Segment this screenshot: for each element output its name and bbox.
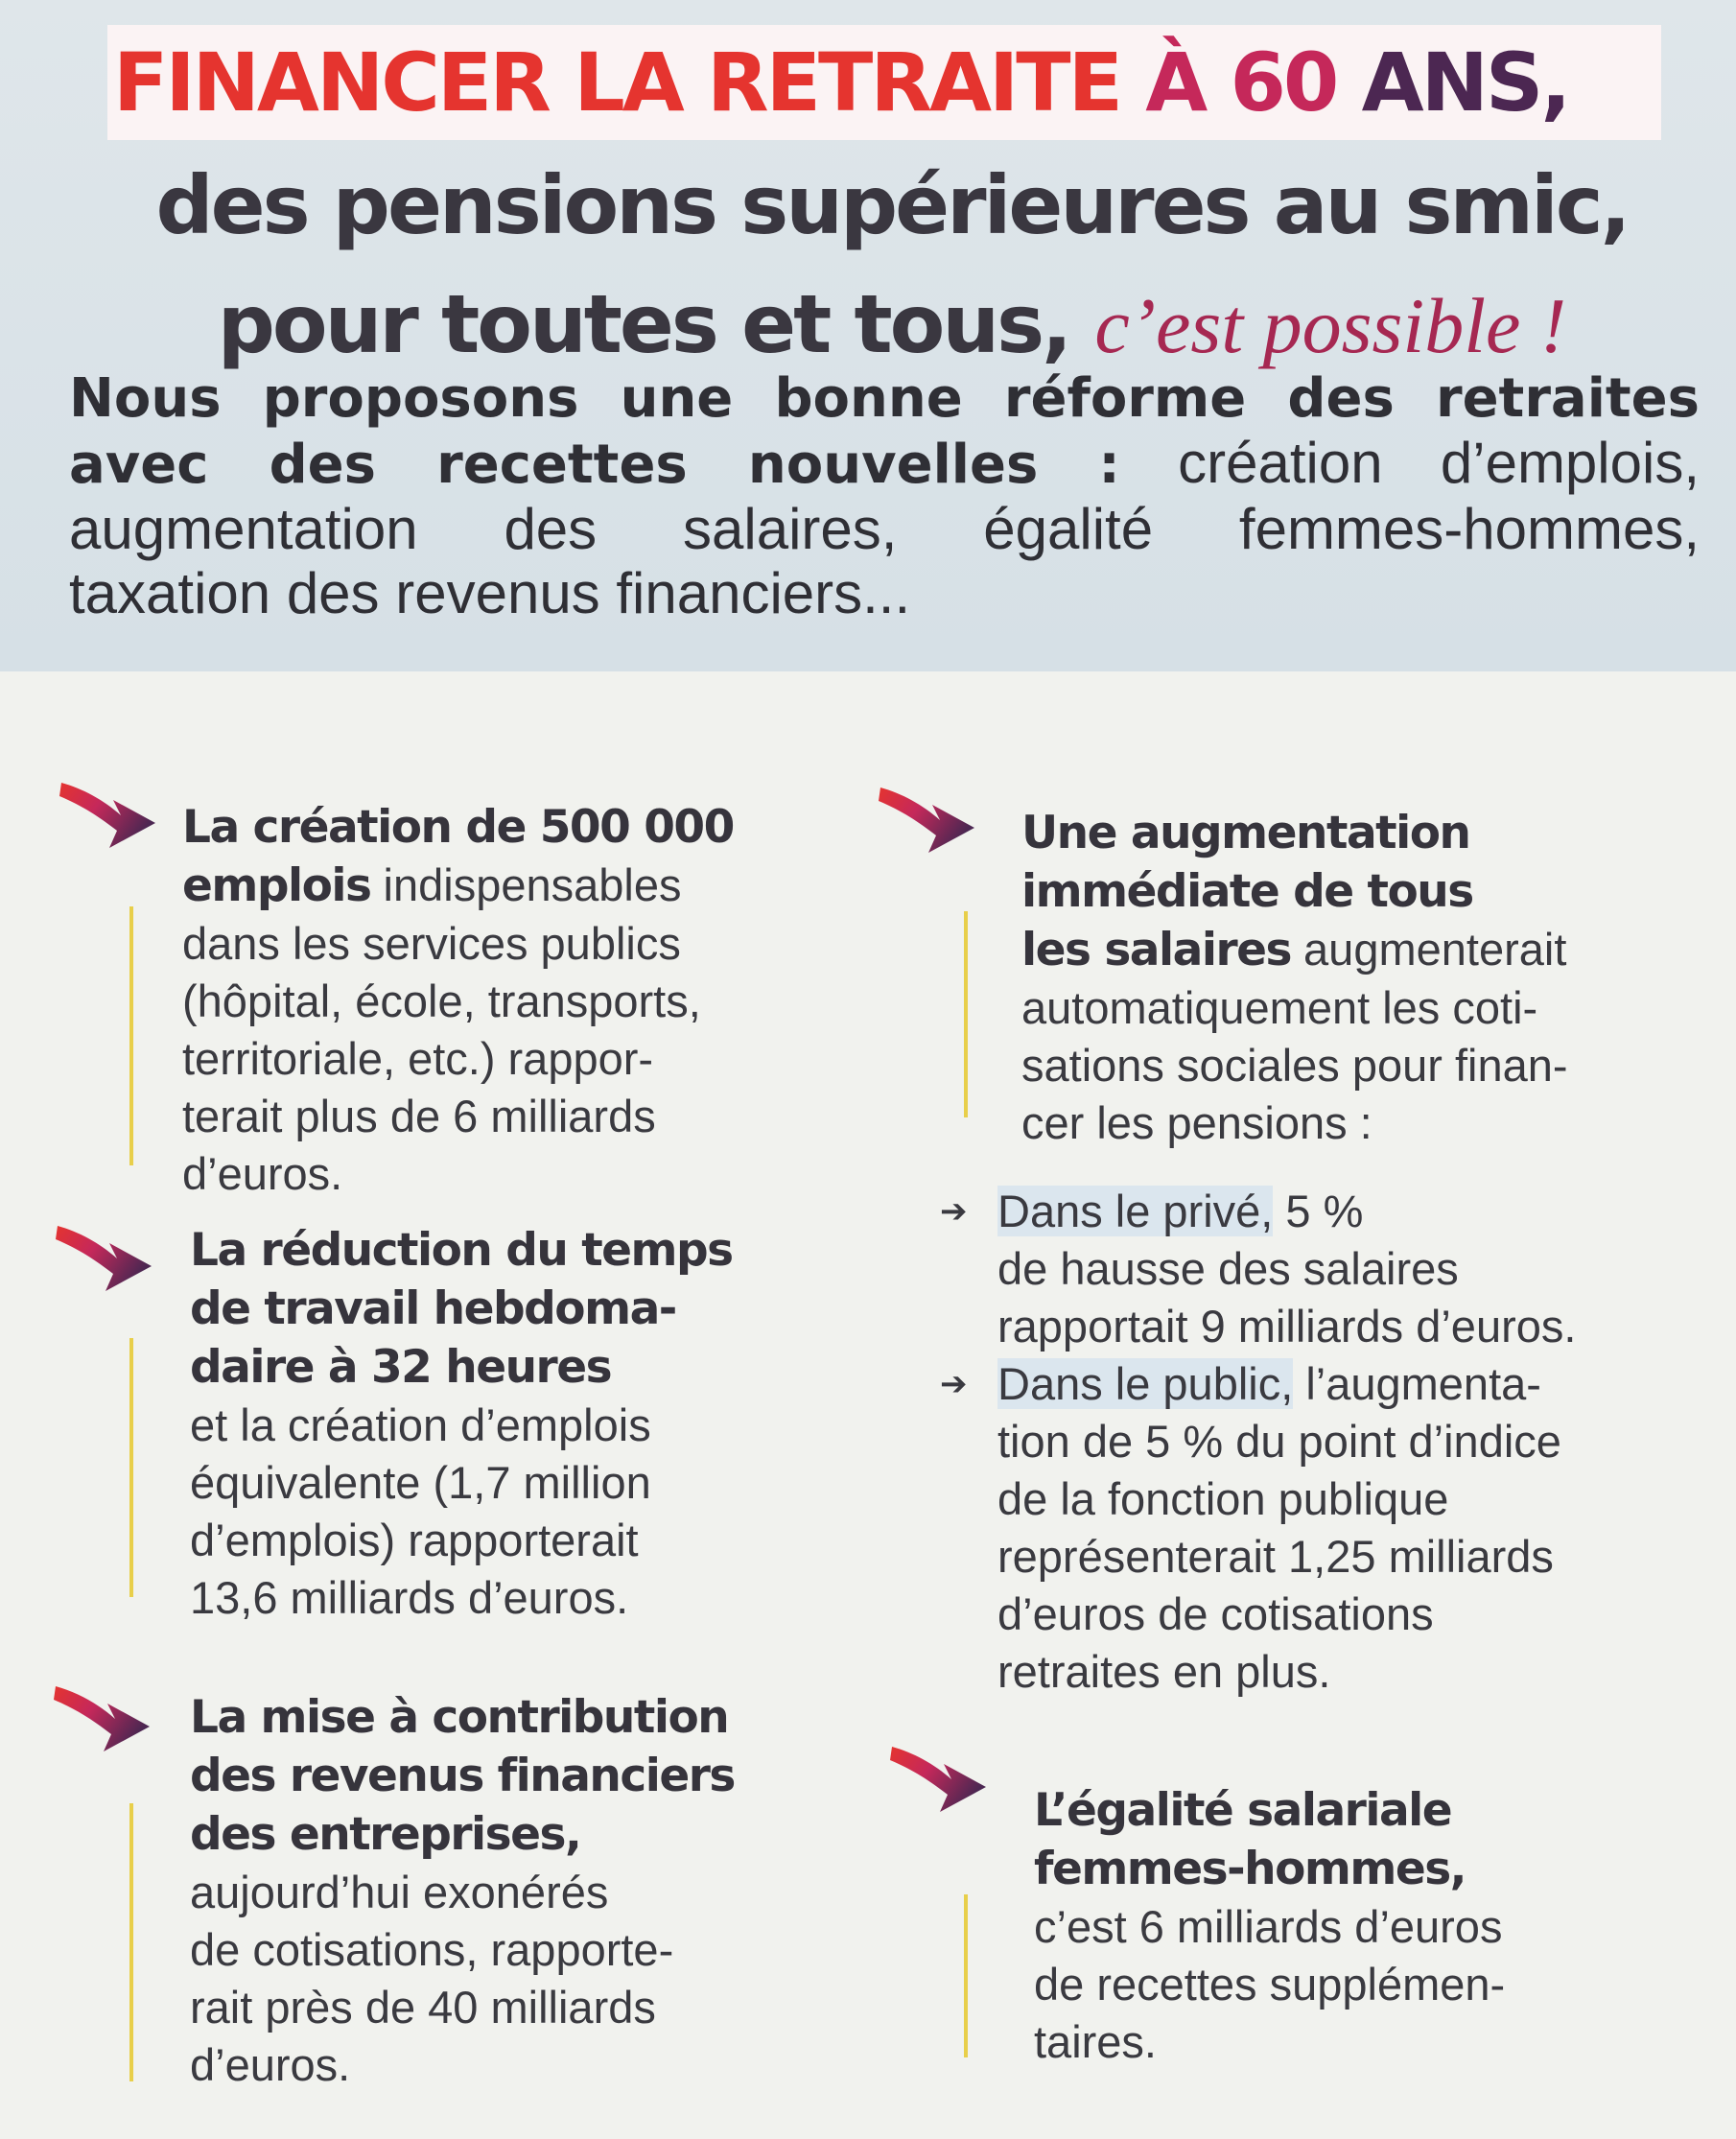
text-line	[1021, 1094, 1568, 1152]
body-text: de la fonction publique	[997, 1473, 1449, 1524]
bullet-public-sector	[997, 1355, 1561, 1701]
text-line	[190, 1864, 735, 1921]
text-line	[1034, 1781, 1505, 1840]
body-text: représenterait 1,25 milliards	[997, 1531, 1554, 1582]
text-line	[997, 1183, 1576, 1240]
text-line	[997, 1643, 1561, 1701]
bold-text: La création de 500 000	[182, 801, 734, 854]
body-text: rapportait 9 milliards d’euros.	[997, 1301, 1577, 1352]
item-wage-increase	[1021, 804, 1568, 1152]
bold-text: des entreprises,	[190, 1808, 581, 1861]
text-line	[997, 1586, 1561, 1643]
text-line	[997, 1528, 1561, 1586]
text-line	[182, 1030, 734, 1088]
intro-line-1-bold: Nous proposons une bonne réforme des retraites	[69, 367, 1700, 430]
body-text: augmenterait	[1290, 924, 1567, 975]
body-text: retraites en plus.	[997, 1646, 1331, 1697]
subtitle	[106, 146, 1678, 386]
text-line	[182, 857, 734, 915]
highlighted-text: Dans le privé,	[997, 1186, 1274, 1236]
body-text: d’euros.	[190, 2039, 351, 2090]
bold-text: La réduction du temps	[190, 1224, 733, 1277]
body-text: de hausse des salaires	[997, 1243, 1459, 1294]
body-text: d’emplois) rapporterait	[190, 1515, 639, 1565]
intro-line-1	[69, 364, 1700, 431]
body-text: tion de 5 % du point d’indice	[997, 1416, 1561, 1467]
subtitle-line-1: des pensions supérieures au smic,	[155, 158, 1629, 252]
text-line	[190, 1747, 735, 1805]
text-line	[182, 798, 734, 857]
body-text: taires.	[1034, 2016, 1157, 2067]
text-line	[182, 1088, 734, 1145]
subtitle-cursive: c’est possible !	[1094, 282, 1567, 369]
curved-arrow-shape	[59, 783, 155, 848]
bold-text: des revenus financiers	[190, 1750, 735, 1802]
title-part-3: ANS,	[1336, 35, 1569, 129]
accent-bar	[129, 1803, 133, 2081]
text-line	[1034, 1840, 1505, 1898]
bold-text: immédiate de tous	[1021, 865, 1473, 918]
text-line	[182, 1145, 734, 1203]
text-line	[1034, 1956, 1505, 2013]
text-line	[997, 1413, 1561, 1470]
text-line	[190, 1805, 735, 1864]
body-text: de recettes supplémen-	[1034, 1959, 1506, 2010]
intro-line-2	[69, 431, 1700, 497]
text-line	[190, 1688, 735, 1747]
body-text: rait près de 40 milliards	[190, 1982, 656, 2033]
accent-bar	[964, 1894, 968, 2057]
body-text: d’euros de cotisations	[997, 1588, 1434, 1639]
bold-text: emplois	[182, 859, 371, 912]
text-line	[1021, 1037, 1568, 1094]
text-line	[190, 1921, 735, 1979]
accent-bar	[129, 1338, 133, 1597]
text-line	[190, 1221, 733, 1280]
body-text: territoriale, etc.) rappor-	[182, 1033, 654, 1084]
text-line	[190, 1979, 735, 2036]
page-title	[107, 25, 1661, 140]
bold-text: femmes-hommes,	[1034, 1843, 1466, 1895]
item-working-time	[190, 1221, 733, 1627]
body-text: de cotisations, rapporte-	[190, 1924, 674, 1975]
text-line	[997, 1470, 1561, 1528]
bold-text: de travail hebdoma-	[190, 1282, 676, 1335]
bold-text: Une augmentation	[1021, 807, 1470, 859]
text-line	[190, 1338, 733, 1397]
body-text: c’est 6 milliards d’euros	[1034, 1901, 1503, 1952]
text-line	[997, 1355, 1561, 1413]
accent-bar	[129, 906, 133, 1165]
bold-text: les salaires	[1021, 924, 1291, 976]
intro-line-2-rest: création d’emplois,	[1119, 431, 1700, 495]
text-line	[190, 1397, 733, 1454]
bold-text: daire à 32 heures	[190, 1341, 612, 1394]
body-text: aujourd’hui exonérés	[190, 1867, 609, 1917]
curved-arrow-icon	[48, 1671, 163, 1759]
intro-paragraph	[69, 364, 1700, 625]
curved-arrow-icon	[873, 772, 988, 860]
text-line	[1021, 862, 1568, 921]
text-line	[190, 1512, 733, 1569]
text-line	[182, 915, 734, 973]
text-line	[190, 2036, 735, 2094]
accent-bar	[964, 911, 968, 1117]
body-text: (hôpital, école, transports,	[182, 975, 701, 1026]
body-text: terait plus de 6 milliards	[182, 1091, 656, 1141]
small-arrow-icon: ➔	[940, 1366, 968, 1402]
body-text: 5 %	[1273, 1186, 1364, 1236]
text-line	[1021, 921, 1568, 979]
intro-line-4: taxation des revenus financiers...	[69, 561, 911, 625]
curved-arrow-shape	[879, 787, 974, 853]
body-text: indispensables	[370, 859, 682, 910]
text-line	[190, 1569, 733, 1627]
bullet-private-sector	[997, 1183, 1576, 1355]
item-financial-income	[190, 1688, 735, 2094]
curved-arrow-icon	[50, 1211, 165, 1299]
small-arrow-icon: ➔	[940, 1193, 968, 1230]
bold-text: L’égalité salariale	[1034, 1784, 1452, 1837]
text-line	[1034, 1898, 1505, 1956]
body-text: cer les pensions :	[1021, 1097, 1372, 1148]
body-text: équivalente (1,7 million	[190, 1457, 651, 1508]
curved-arrow-icon	[884, 1731, 999, 1820]
text-line	[997, 1298, 1576, 1355]
body-text: dans les services publics	[182, 918, 681, 969]
curved-arrow-shape	[890, 1747, 986, 1812]
subtitle-line-2-text: pour toutes et tous,	[217, 277, 1070, 371]
title-part-2: À 60	[1119, 35, 1337, 129]
text-line	[190, 1454, 733, 1512]
item-equal-pay	[1034, 1781, 1505, 2071]
highlighted-text: Dans le public,	[997, 1358, 1294, 1409]
curved-arrow-shape	[56, 1226, 152, 1291]
body-text: l’augmenta-	[1293, 1358, 1541, 1409]
body-text: sations sociales pour finan-	[1021, 1040, 1568, 1091]
intro-line-3: augmentation des salaires, égalité femmes-hommes,	[69, 497, 1700, 561]
body-text: 13,6 milliards d’euros.	[190, 1572, 629, 1623]
text-line	[997, 1240, 1576, 1298]
text-line	[182, 973, 734, 1030]
body-text: automatiquement les coti-	[1021, 982, 1538, 1033]
intro-line-2-bold: avec des recettes nouvelles :	[69, 434, 1120, 496]
text-line	[1021, 804, 1568, 862]
curved-arrow-icon	[54, 767, 169, 856]
body-text: d’euros.	[182, 1148, 343, 1199]
item-job-creation	[182, 798, 734, 1203]
text-line	[1034, 2013, 1505, 2071]
text-line	[190, 1280, 733, 1338]
bold-text: La mise à contribution	[190, 1691, 729, 1744]
curved-arrow-shape	[54, 1686, 150, 1751]
title-part-1: FINANCER LA RETRAITE	[113, 35, 1120, 129]
text-line	[1021, 979, 1568, 1037]
body-text: et la création d’emplois	[190, 1399, 651, 1450]
